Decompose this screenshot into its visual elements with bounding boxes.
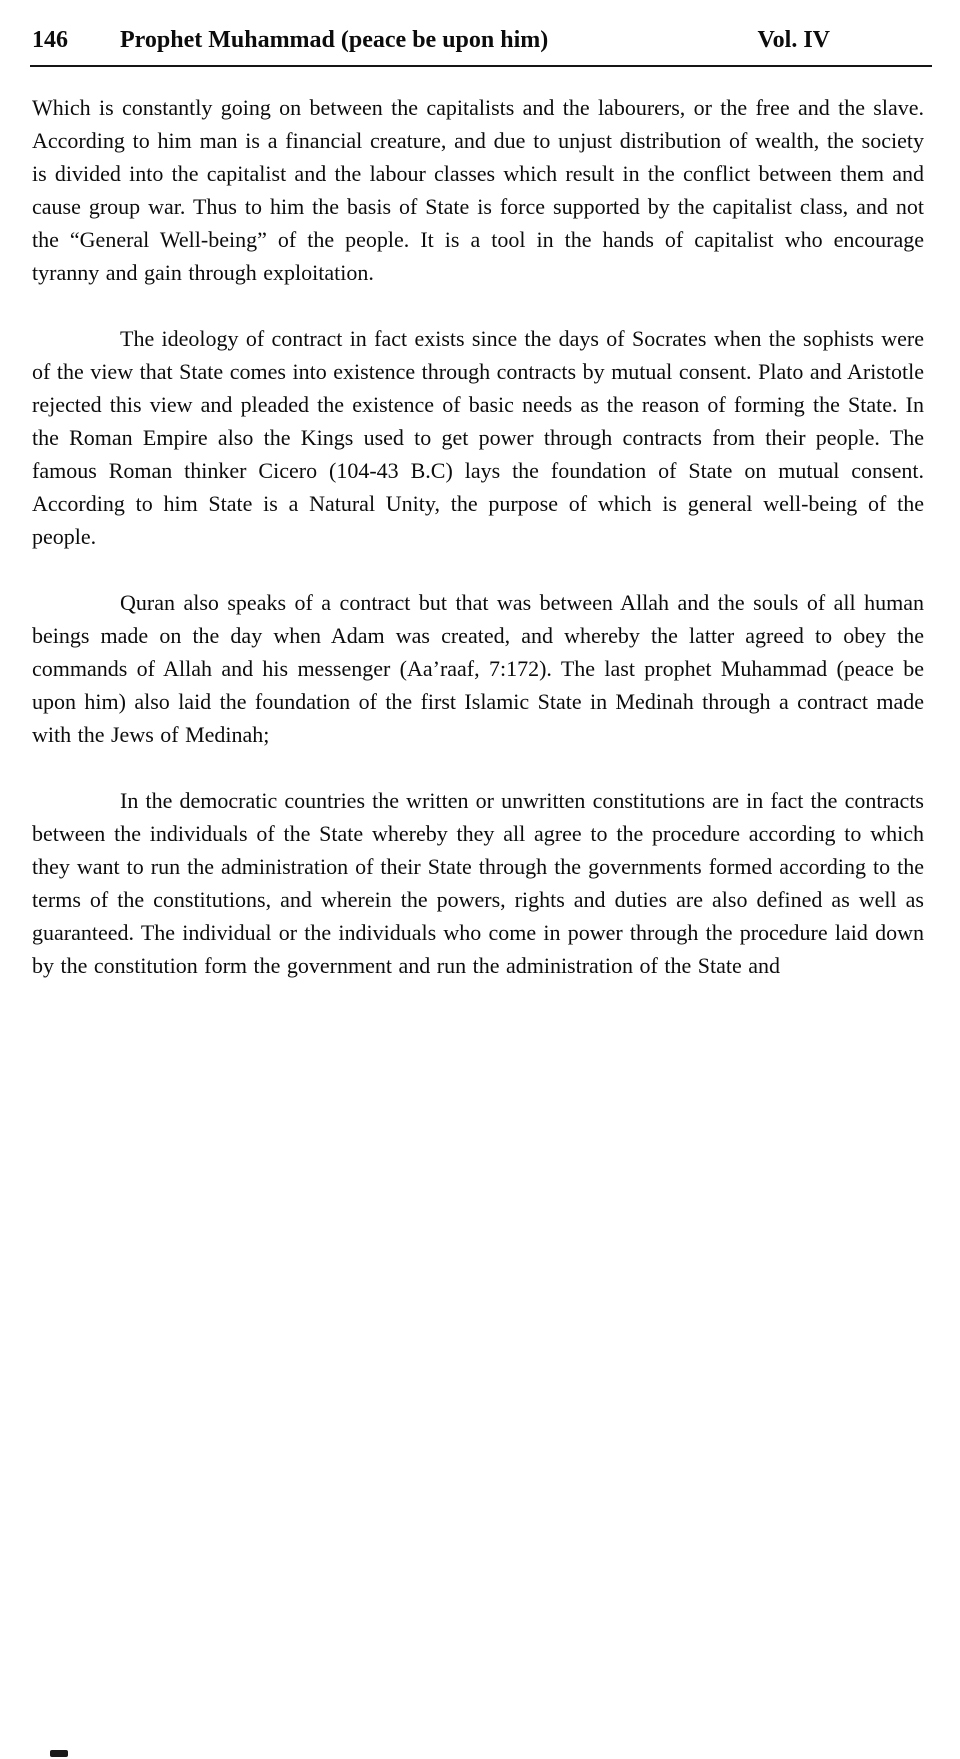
page-header	[0, 0, 960, 55]
scan-artifact	[50, 1750, 68, 1757]
volume-label: Vol. IV	[757, 27, 830, 53]
paragraph-2: The ideology of contract in fact exists since the days of Socrates when the sophists were of the view that State comes into existence through contracts by mutual consent. Plato and Aristotle rejected this view and pleaded the existence of basic needs as the reason of forming the State. In the Roman Empire also the Kings used to get power through contracts from their people. The famous Roman thinker Cicero (104-43 B.C) lays the foundation of State on mutual consent. According to him State is a Natural Unity, the purpose of which is general well-being of the people.	[32, 325, 924, 549]
page-number: 146	[32, 27, 68, 53]
paragraph-4: In the democratic countries the written or unwritten constitutions are in fact the contracts between the individuals of the State whereby they all agree to the procedure according to which they want to run the administration of their State through the governments formed according to the terms of the constitutions, and wherein the powers, rights and duties are also defined as well as guaranteed. The individual or the individuals who come in power through the procedure laid down by the constitution form the government and run the administration of the State and	[32, 787, 924, 978]
page-content	[0, 67, 960, 982]
paragraph-3: Quran also speaks of a contract but that was between Allah and the souls of all human beings made on the day when Adam was created, and whereby the latter agreed to obey the commands of Allah and his messenger (Aa’raaf, 7:172). The last prophet Muhammad (peace be upon him) also laid the foundation of the first Islamic State in Medinah through a contract made with the Jews of Medinah;	[32, 589, 924, 747]
paragraph-1: Which is constantly going on between the capitalists and the labourers, or the free and the slave. According to him man is a financial creature, and due to unjust distribution of wealth, the society is divided into the capitalist and the labour classes which result in the conflict between them and cause group war. Thus to him the basis of State is force supported by the capitalist class, and not the “General Well-being” of the people. It is a tool in the hands of capitalist who encourage tyranny and gain through exploitation.	[32, 94, 924, 285]
page-title: Prophet Muhammad (peace be upon him)	[120, 27, 549, 53]
